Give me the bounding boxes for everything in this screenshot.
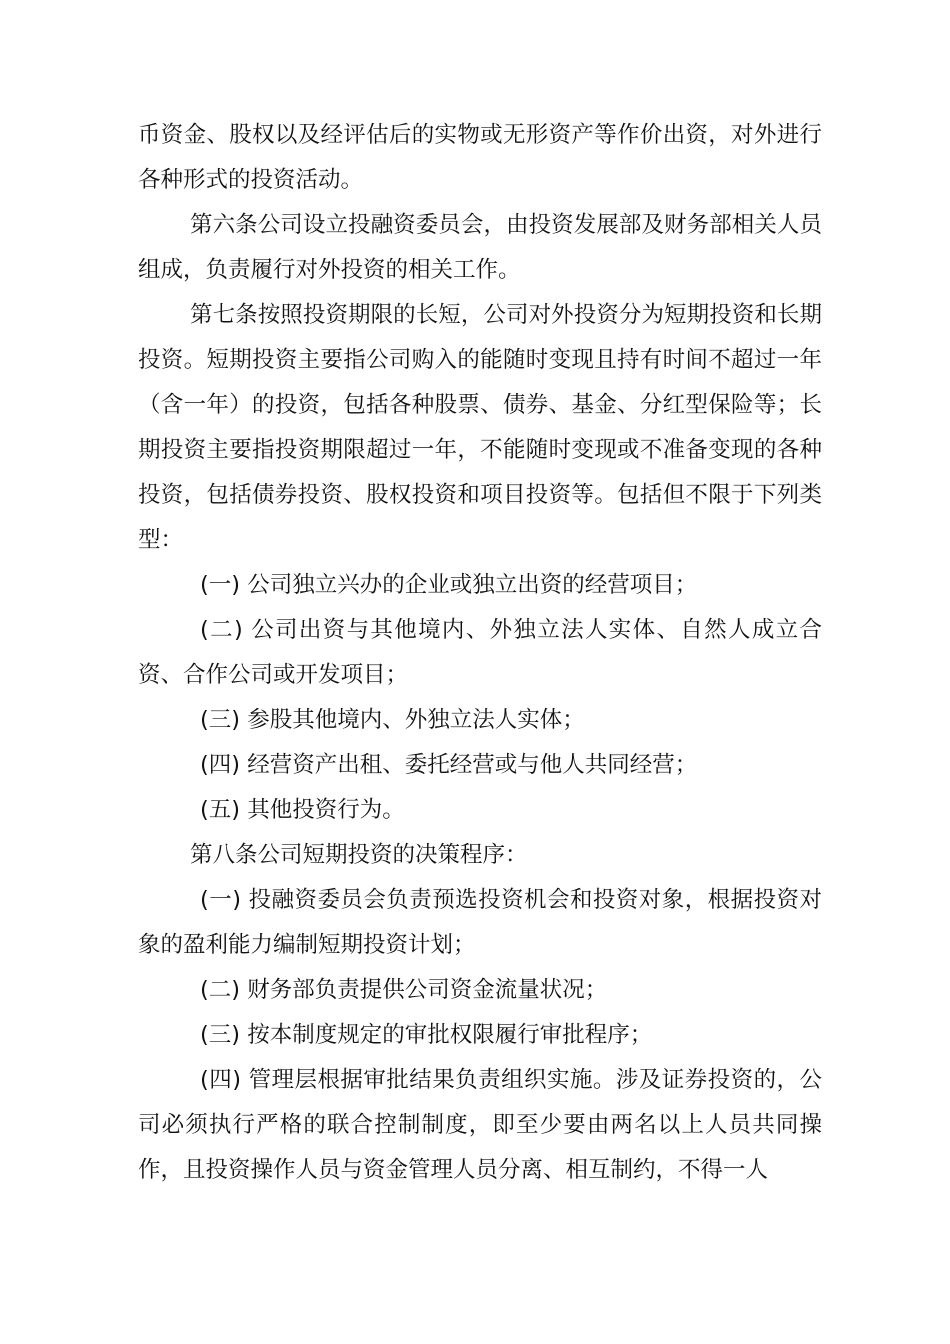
- list-item: (一) 公司独立兴办的企业或独立出资的经营项目；: [200, 572, 698, 598]
- list-item: (三) 参股其他境内、外独立法人实体；: [200, 707, 585, 733]
- list-item: (二) 公司出资与其他境内、外独立法人实体、自然人成立合资、合作公司或开发项目；: [138, 617, 822, 688]
- list-item: (五) 其他投资行为。: [200, 797, 405, 823]
- list-item: (四) 经营资产出租、委托经营或与他人共同经营；: [200, 752, 698, 778]
- paragraph-continuation: 币资金、股权以及经评估后的实物或无形资产等作价出资，对外进行各种形式的投资活动。: [138, 122, 822, 193]
- document-body: [138, 113, 822, 1193]
- paragraph-article-8: 第八条公司短期投资的决策程序：: [190, 842, 528, 868]
- list-item: (三) 按本制度规定的审批权限履行审批程序；: [200, 1022, 653, 1048]
- list-item: (一) 投融资委员会负责预选投资机会和投资对象，根据投资对象的盈利能力编制短期投资计划；: [138, 887, 822, 958]
- paragraph-article-6: 第六条公司设立投融资委员会，由投资发展部及财务部相关人员组成，负责履行对外投资的相关工作。: [138, 212, 822, 283]
- list-item: (二) 财务部负责提供公司资金流量状况；: [200, 977, 608, 1003]
- list-item: (四) 管理层根据审批结果负责组织实施。涉及证券投资的，公司必须执行严格的联合控制制度，即至少要由两名以上人员共同操作，且投资操作人员与资金管理人员分离、相互制约，不得一人: [138, 1067, 822, 1183]
- paragraph-article-7: 第七条按照投资期限的长短，公司对外投资分为短期投资和长期投资。短期投资主要指公司购入的能随时变现且持有时间不超过一年（含一年）的投资，包括各种股票、债券、基金、分红型保险等；长期投资主要指投资期限超过一年，不能随时变现或不准备变现的各种投资，包括债券投资、股权投资和项目投资等。包括但不限于下列类型：: [138, 302, 822, 553]
